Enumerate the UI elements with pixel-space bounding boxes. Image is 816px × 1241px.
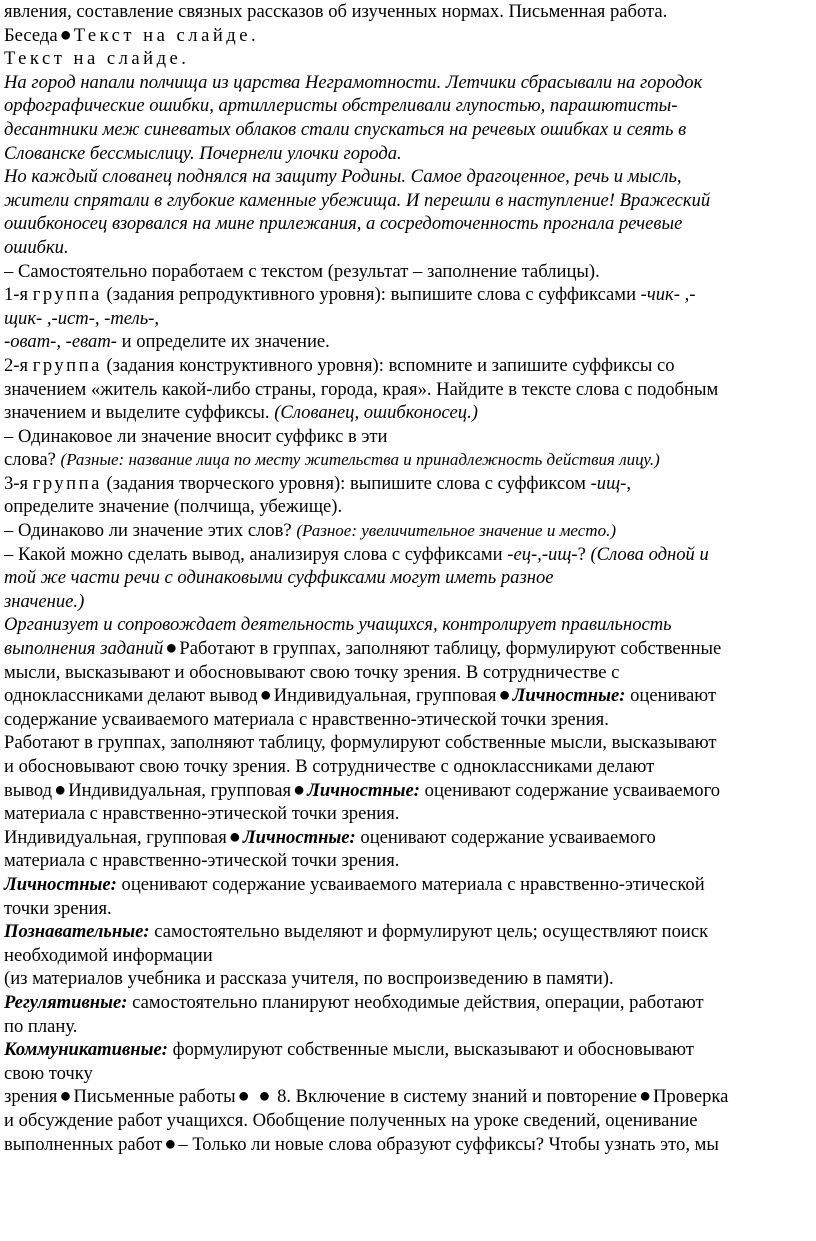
text-line: Коммуникативные: формулируют собственные мысли, высказывают и обосновывают	[4, 1039, 694, 1061]
text-line: определите значение (полчища, убежище).	[4, 496, 343, 518]
bullet-icon: ●	[59, 23, 72, 46]
bullet-icon: ●	[164, 1132, 177, 1155]
text-line: значением и выделите суффиксы. (Слованец, ошибконосец.)	[4, 402, 478, 424]
text-line: Организует и сопровождает деятельность учащихся, контролирует правильность	[4, 614, 672, 636]
bullet-icon: ●	[498, 684, 511, 707]
slide-text: жители спрятали в глубокие каменные убежища. И перешли в наступление! Вражеский	[4, 189, 711, 211]
slide-text: десантники меж синеватых облаков стали спускаться на речевых ошибках и сеять в	[4, 118, 687, 140]
text-line: и обсуждение работ учащихся. Обобщение полученных на уроке сведений, оценивание	[4, 1109, 698, 1131]
group-task-1: 1-я группа (задания репродуктивного уровня): выпишите слова с суффиксами -чик- ,-	[4, 284, 696, 306]
text-line: явления, составление связных рассказов об изученных нормах. Письменная работа.	[4, 1, 668, 22]
text-line: свою точку	[4, 1062, 93, 1084]
text-line: – Одинаково ли значение этих слов? (Разное: увеличительное значение и место.)	[4, 520, 616, 542]
text-line: вывод ● Индивидуальная, групповая ● Личностные: оценивают содержание усваиваемого	[4, 778, 721, 801]
bullet-icon: ●	[259, 684, 272, 707]
slide-text: орфографические ошибки, артиллеристы обстреливали глупостью, парашютисты-	[4, 95, 678, 117]
text-line: значение.)	[4, 590, 85, 612]
text-line: выполненных работ ● – Только ли новые слова образуют суффиксы? Чтобы узнать это, мы	[4, 1132, 719, 1155]
text-line: значением «житель какой-либо страны, города, края». Найдите в тексте слова с подобным	[4, 378, 719, 400]
bullet-icon: ●	[258, 1085, 271, 1108]
text-line: – Одинаковое ли значение вносит суффикс в эти	[4, 425, 388, 447]
text-line: и обосновывают свою точку зрения. В сотрудничестве с одноклассниками делают	[4, 756, 655, 777]
slide-text: Но каждый слованец поднялся на защиту Родины. Самое драгоценное, речь и мысль,	[4, 166, 682, 188]
bullet-icon: ●	[54, 778, 67, 801]
bullet-icon: ●	[293, 778, 306, 801]
text-line: Работают в группах, заполняют таблицу, формулируют собственные мысли, высказывают	[4, 732, 717, 754]
text-line: точки зрения.	[4, 897, 112, 919]
bullet-icon: ●	[237, 1085, 250, 1108]
text-line: Индивидуальная, групповая ● Личностные: оценивают содержание усваиваемого	[4, 825, 656, 848]
text-line: выполнения заданий ● Работают в группах, заполняют таблицу, формулируют собственные	[4, 637, 722, 660]
bullet-icon: ●	[228, 825, 241, 848]
group-task-2: 2-я группа (задания конструктивного уровня): вспомните и запишите суффиксы со	[4, 354, 675, 376]
text-line: (из материалов учебника и рассказа учителя, по воспроизведению в памяти).	[4, 968, 614, 990]
group-task-3: 3-я группа (задания творческого уровня): выпишите слова с суффиксом -ищ-,	[4, 472, 631, 494]
text-line: материала с нравственно-этической точки зрения.	[4, 850, 400, 872]
text-line: одноклассниками делают вывод ● Индивидуальная, групповая ● Личностные: оценивают	[4, 684, 717, 707]
slide-text: Слованске бессмыслицу. Почернели улочки города.	[4, 142, 402, 164]
text-line: слова? (Разные: название лица по месту жительства и принадлежность действия лицу.)	[4, 449, 660, 471]
bullet-icon: ●	[639, 1085, 652, 1108]
text-line: Познавательные: самостоятельно выделяют и формулируют цель; осуществляют поиск	[4, 921, 709, 943]
slide-text: ошибконосец взорвался на мине прилежания, а сосредоточенность прогнала речевые	[4, 213, 683, 235]
text-line: Личностные: оценивают содержание усваиваемого материала с нравственно-этической	[4, 873, 705, 895]
text-line: зрения ● Письменные работы ● ● 8. Включение в систему знаний и повторение ● Проверка	[4, 1085, 729, 1108]
text-line: по плану.	[4, 1015, 78, 1037]
text-line: мысли, высказывают и обосновывают свою точку зрения. В сотрудничестве с	[4, 661, 620, 683]
text-line: Беседа ● Текст на слайде.	[4, 23, 260, 46]
text-line: необходимой информации	[4, 944, 213, 966]
text-line: той же части речи с одинаковыми суффиксами могут иметь разное	[4, 567, 554, 589]
text-line: Регулятивные: самостоятельно планируют необходимые действия, операции, работают	[4, 991, 704, 1013]
text-line: – Какой можно сделать вывод, анализируя слова с суффиксами -ец-,-ищ-? (Слова одной и	[4, 543, 709, 565]
text-line: -оват-, -еват- и определите их значение.	[4, 331, 330, 353]
text-line: материала с нравственно-этической точки зрения.	[4, 803, 400, 825]
text-line: – Самостоятельно поработаем с текстом (результат – заполнение таблицы).	[4, 260, 600, 282]
slide-text: ошибки.	[4, 236, 69, 258]
bullet-icon: ●	[59, 1085, 72, 1108]
slide-heading: Текст на слайде.	[4, 48, 190, 70]
slide-text: На город напали полчища из царства Неграмотности. Летчики сбрасывали на городок	[4, 71, 703, 93]
text-line: содержание усваиваемого материала с нравственно-этической точки зрения.	[4, 708, 609, 730]
bullet-icon: ●	[165, 637, 178, 660]
text-line: щик- ,-ист-, -тель-,	[4, 307, 159, 329]
